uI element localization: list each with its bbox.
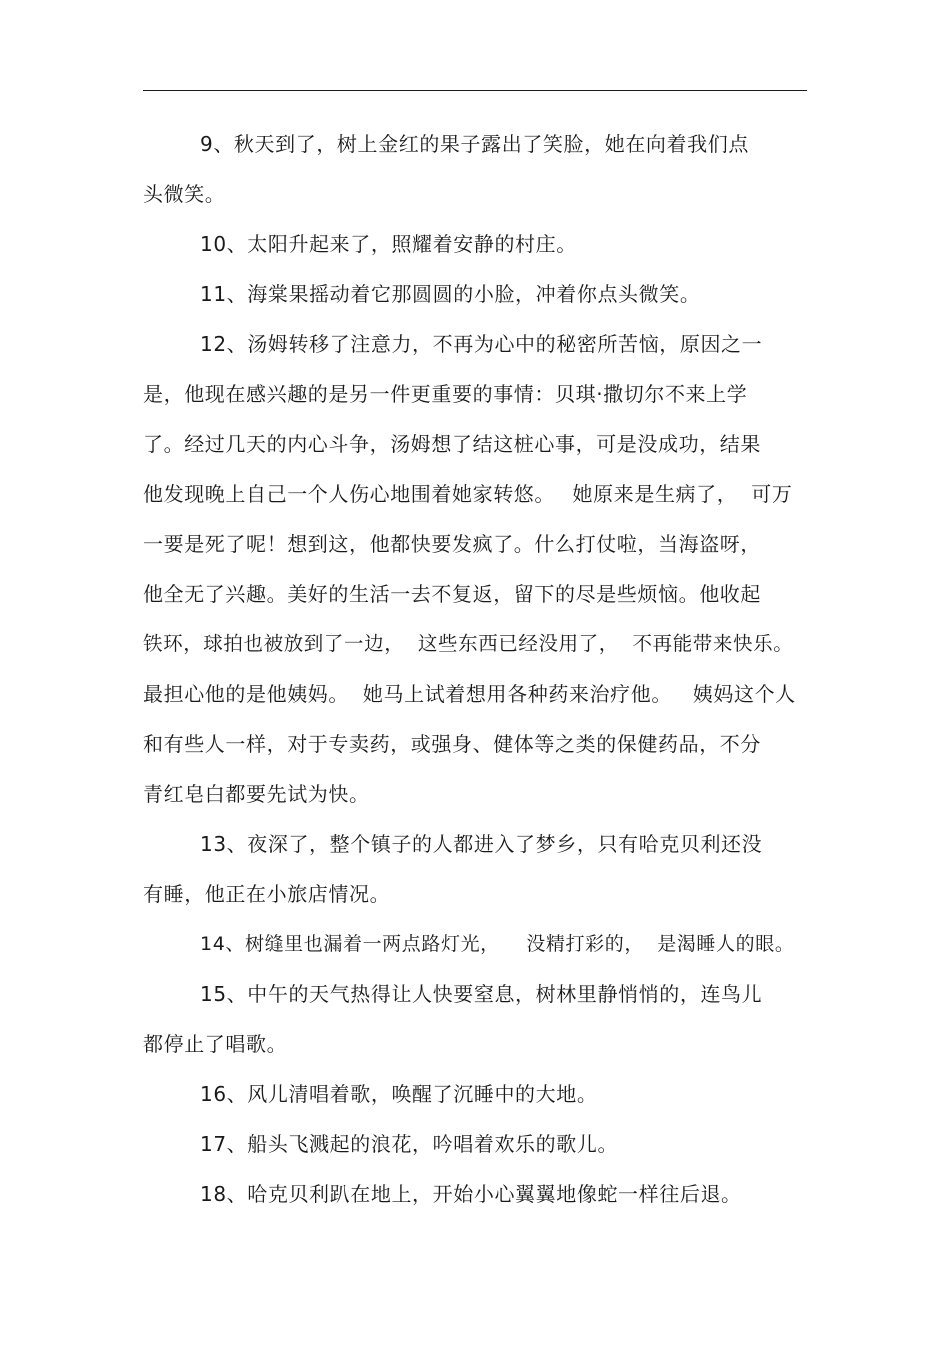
text-line-item17: 17、船头飞溅起的浪花，吟唱着欢乐的歌儿。 xyxy=(200,1132,619,1156)
text-line-item12-cont: 和有些人一样，对于专卖药，或强身、健体等之类的保健药品，不分 xyxy=(143,732,761,756)
text-line-item11: 11、海棠果摇动着它那圆圆的小脸，冲着你点头微笑。 xyxy=(200,282,701,306)
text-line-item15-cont: 都停止了唱歌。 xyxy=(143,1032,288,1056)
text-line-item12-cont: 了。经过几天的内心斗争，汤姆想了结这桩心事，可是没成功，结果 xyxy=(143,432,761,456)
text-line-item13-start: 13、夜深了，整个镇子的人都进入了梦乡，只有哈克贝利还没 xyxy=(200,832,763,856)
text-line-item18: 18、哈克贝利趴在地上，开始小心翼翼地像蛇一样往后退。 xyxy=(200,1182,742,1206)
text-line-item9-cont: 头微笑。 xyxy=(143,182,226,206)
header-rule xyxy=(143,90,807,91)
text-line-item14: 14、树缝里也漏着一两点路灯光， 没精打彩的， 是渴睡人的眼。 xyxy=(200,933,795,955)
text-line-item13-cont: 有睡，他正在小旅店情况。 xyxy=(143,882,391,906)
text-line-item12-cont: 铁环，球拍也被放到了一边， 这些东西已经没用了， 不再能带来快乐。 xyxy=(143,632,794,655)
text-line-item10: 10、太阳升起来了，照耀着安静的村庄。 xyxy=(200,232,577,256)
text-line-item12-cont: 他全无了兴趣。美好的生活一去不复返，留下的尽是些烦恼。他收起 xyxy=(143,582,761,606)
text-line-item12-cont: 他发现晚上自己一个人伤心地围着她家转悠。 她原来是生病了， 可万 xyxy=(143,482,793,506)
text-line-item12-cont: 是，他现在感兴趣的是另一件更重要的事情：贝琪·撒切尔不来上学 xyxy=(143,382,748,406)
text-line-item12-cont: 最担心他的是他姨妈。 她马上试着想用各种药来治疗他。 姨妈这个人 xyxy=(143,682,796,706)
text-line-item12-cont: 一要是死了呢！想到这，他都快要发疯了。什么打仗啦，当海盗呀， xyxy=(143,532,761,556)
text-line-item12-cont: 青红皂白都要先试为快。 xyxy=(143,782,370,806)
text-line-item16: 16、风儿清唱着歌，唤醒了沉睡中的大地。 xyxy=(200,1082,598,1106)
text-line-item9-start: 9、秋天到了，树上金红的果子露出了笑脸，她在向着我们点 xyxy=(200,132,749,156)
text-line-item15-start: 15、中午的天气热得让人快要窒息，树林里静悄悄的，连鸟儿 xyxy=(200,982,763,1006)
text-line-item12-start: 12、汤姆转移了注意力，不再为心中的秘密所苦恼，原因之一 xyxy=(200,332,763,356)
